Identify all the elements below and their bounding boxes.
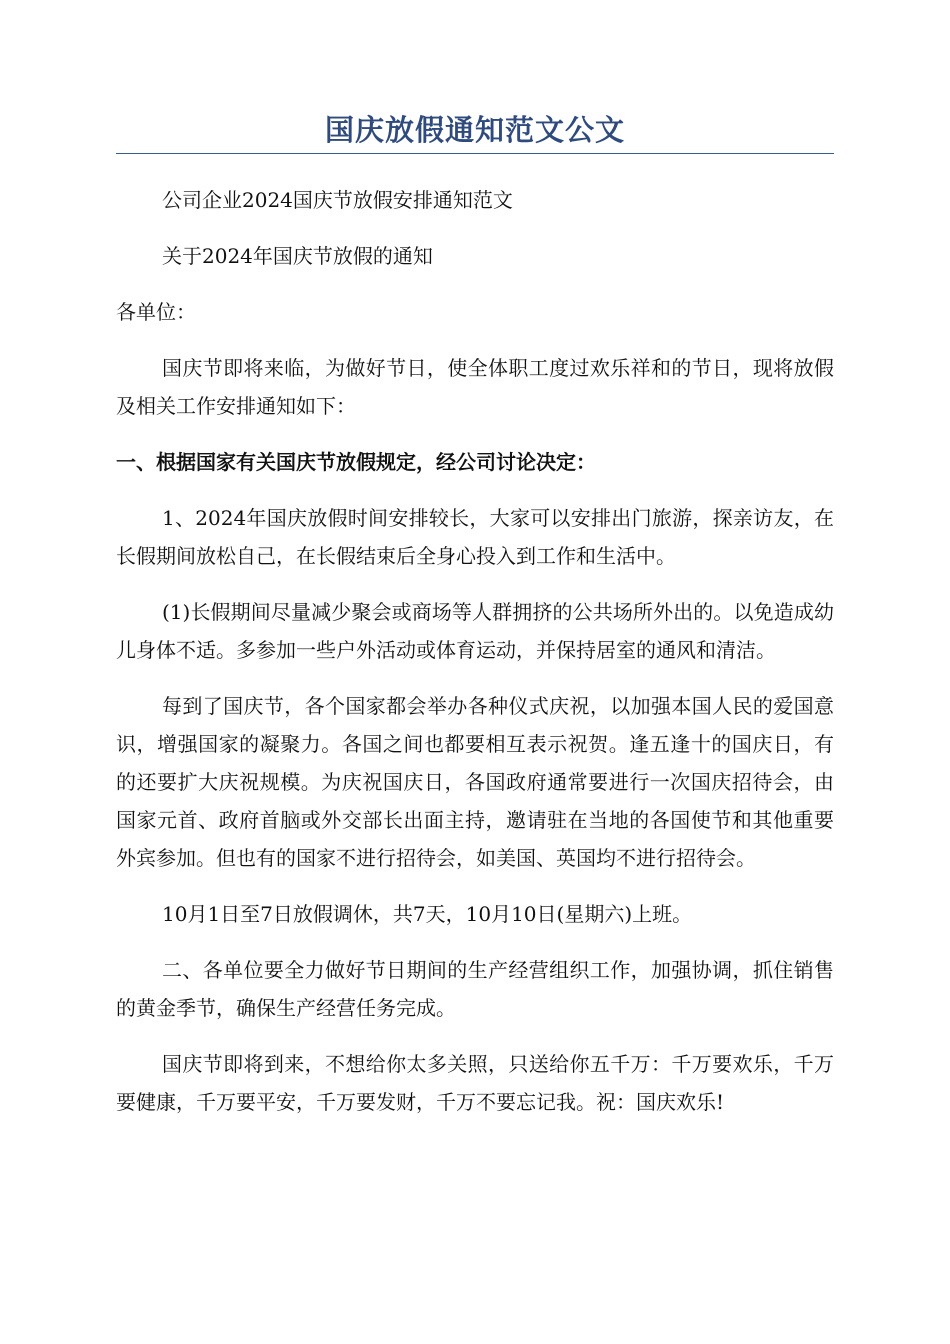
title-underline	[116, 153, 834, 154]
document-page	[116, 110, 834, 1121]
paragraph-salutation: 各单位：	[116, 300, 196, 324]
paragraph-item-1: 1、2024年国庆放假时间安排较长，大家可以安排出门旅游，探亲访友，在长假期间放松自己，在长假结束后全身心投入到工作和生活中。	[116, 506, 834, 568]
paragraph-schedule: 10月1日至7日放假调休，共7天，10月10日(星期六)上班。	[162, 902, 693, 926]
paragraph-subtitle: 公司企业2024国庆节放假安排通知范文	[162, 188, 513, 212]
paragraph-intro: 国庆节即将来临，为做好节日，使全体职工度过欢乐祥和的节日，现将放假及相关工作安排通知如下：	[116, 356, 834, 418]
paragraph-celebration: 每到了国庆节，各个国家都会举办各种仪式庆祝，以加强本国人民的爱国意识，增强国家的凝聚力。各国之间也都要相互表示祝贺。逢五逢十的国庆日，有的还要扩大庆祝规模。为庆祝国庆日，各国政府通常要进行一次国庆招待会，由国家元首、政府首脑或外交部长出面主持，邀请驻在当地的各国使节和其他重要外宾参加。但也有的国家不进行招待会，如美国、英国均不进行招待会。	[116, 694, 834, 870]
section-heading-one: 一、根据国家有关国庆节放假规定，经公司讨论决定：	[116, 450, 596, 474]
paragraph-item-1-sub: (1)长假期间尽量减少聚会或商场等人群拥挤的公共场所外出的。以免造成幼儿身体不适。多参加一些户外活动或体育运动，并保持居室的通风和清洁。	[116, 600, 834, 662]
page-title: 国庆放假通知范文公文	[324, 113, 625, 147]
paragraph-notice-heading: 关于2024年国庆节放假的通知	[162, 244, 433, 268]
section-heading-two: 二、各单位要全力做好节日期间的生产经营组织工作，加强协调，抓住销售的黄金季节，确保生产经营任务完成。	[116, 958, 834, 1020]
paragraph-greeting: 国庆节即将到来，不想给你太多关照，只送给你五千万：千万要欢乐，千万要健康，千万要平安，千万要发财，千万不要忘记我。祝：国庆欢乐!	[116, 1052, 834, 1114]
